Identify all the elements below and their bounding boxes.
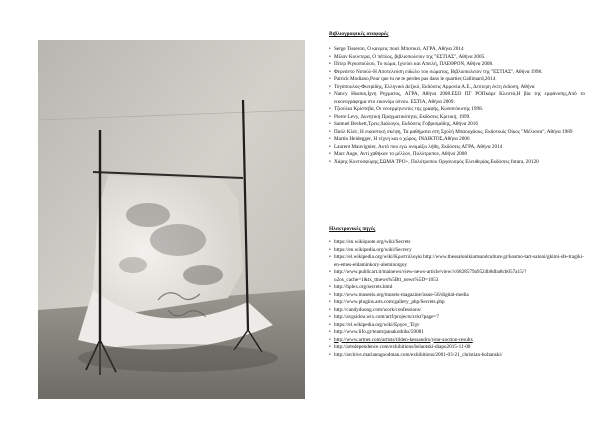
- bibliography-item: • Χάρης Κοντοσφύρης,ΣΩΜΑ ΤΡΟ+, Πολύτροπου Οργανισμός Ελευθερίας,Εκδόσεις futura, 20120: [329, 159, 585, 167]
- bibliography-item: • Pierre Levy, Δυνητική Πραγματικότητα, Εκδόσεις Κριτική, 1999.: [329, 114, 585, 122]
- web-source-link[interactable]: • http://artsdependence.com/exhibitions/belantski-diapo2015-11-08: [329, 344, 585, 352]
- web-source-link[interactable]: • http://www.plugins.arts.com/gallery_php/Secrets.php: [329, 299, 585, 307]
- bibliography-item: • Samuel Beckett,Τρεις Διάλογοι, Εκδόσεις Γοβρισμάδης, Αθήνα 2016: [329, 121, 585, 129]
- web-sources-heading: Ηλεκτρονικές πηγές: [329, 226, 376, 232]
- web-source-link[interactable]: • https://en.wikipedia.org/wiki/Secrecy: [329, 247, 585, 255]
- web-source-link[interactable]: • http://candyduong.com/work/confessions/: [329, 307, 585, 315]
- bibliography-item: • Φερνάντο Νιπούλ-Η Αποτελεύση ειδώλο του σώματος, Βιβλιοπωλείον της "ΕΣΤΙΑΣ", Αθήνα 1998.: [329, 69, 585, 77]
- bibliography-item: • Πίτερ Ριγκοπούλου, Το σώμα, Ιχνεύει και Απειλή, ΠΛΕΘΡΟΝ, Αθήνα 2008.: [329, 61, 585, 69]
- bibliography-item: • Τζιούλια Κρίστεβα, Οι νεοερμηνευτες της γραφής, Κωπσεόκυτης 1998.: [329, 106, 585, 114]
- bibliography-section: [329, 30, 585, 166]
- bibliography-item: • Patrick Modiano,Pour que tu ne te perdes pas dans le quartier,Gallimard,2014: [329, 76, 585, 84]
- bibliography-list: [329, 46, 585, 166]
- web-source-link[interactable]: • http://avgsidou.wix.com/artf/projects/zvkt?page=7: [329, 314, 585, 322]
- web-source-link[interactable]: • http://hplex.org/secrets.html: [329, 284, 585, 292]
- bibliography-item: • Marc Auge, Αντί χαθήκαν το μέλλον, Πολύτροπον, Αθήνα 2008: [329, 151, 585, 159]
- web-source-link[interactable]: • https://el.wikipedia.org/wiki/Κρυπτόλογία http://www.thessalonikiartsandculture.gr/kosmo-tart-saloni/gkimi-sfe-tragiki-en-emes-eldaminkory-aleminorgoy: [329, 254, 585, 269]
- web-source-link[interactable]: • http://www.artnet.com/artists/tilden-kessandro/year-auction-results: [329, 337, 585, 345]
- bibliography-item: • Nancy Huston,Ιχνη Ρηγματος, ΑΓΡΑ, Αθήνα 2008.ΕΣΟ ΠΓ ΡΟΠκάρε Κλεστά,Η βία της εμφάνισης,Από το εικονογράφημα στο εικονόρι ύπνου. ΕΣΤΙΑ, Αθήνα 2009.: [329, 91, 585, 106]
- web-sources-list: [329, 239, 585, 359]
- bibliography-item: • Laurent Mauvignier, Αυτό που εγώ ονομάζω λήθη, Εκδόσεις ΑΓΡΑ, Αθήνα 2014: [329, 144, 585, 152]
- web-source-link[interactable]: • https://en.wikiquote.org/wiki/Secrets: [329, 239, 585, 247]
- installation-photo: [38, 40, 305, 399]
- bibliography-item: • Serge Tisseron, Ο κανρεις ποιεί Μποτικεί, ΑΓΡΑ, Αθήνα 2014: [329, 46, 585, 54]
- bibliography-item: • Τσγάπουλος-Φωτρίδης, Ελληνικό Δεξικό, Εκδόσεις Αρμονία Α.Ε., Δεύτερη έκτη έκδοση, Αθήνα: [329, 84, 585, 92]
- web-source-link[interactable]: • http://archive.marianngoodman.com/exhibitions/2001-03-21_christian-boltanski/: [329, 352, 585, 360]
- bibliography-heading: Βιβλιογραφικές αναφορές: [329, 31, 389, 37]
- bibliography-item: • Μίλαν Κούντερα, Ο πέπλος, βιβλιοπωλείον της "ΕΣΤΙΑΣ", Αθήνα 2005.: [329, 54, 585, 62]
- web-source-link[interactable]: • https://el.wikipedia.org/wiki/Εργον_Τέχν: [329, 322, 585, 330]
- web-sources-section: [329, 225, 585, 359]
- web-source-link[interactable]: • http://www.publicart.it/mainews/view-news-article/view//c6828579a9524b8dba8cb057a15/?o2os_cache=1&tx_ttnews%5Btt_news%5D=1053: [329, 269, 585, 284]
- bibliography-item: • Παύλ Κλέε, Η εικαστική σκέψη, Τα μαθήματα στη Σχολή Μπαουχάους, Εκδοτικός Οίκος "Μέλισσα", Αθήνα 1989: [329, 129, 585, 137]
- web-source-link[interactable]: • http://www.museeis.org/museis-magazine/issue-56/digital-media: [329, 292, 585, 300]
- bibliography-item: • Martin Heidegger, Η τέχνη και ο χώρος, ΙΝΔΙΚΤΟΣ,Αθήνα 2006: [329, 136, 585, 144]
- web-source-link[interactable]: • http://www.lifo.gr/team/panakothiks/59081: [329, 329, 585, 337]
